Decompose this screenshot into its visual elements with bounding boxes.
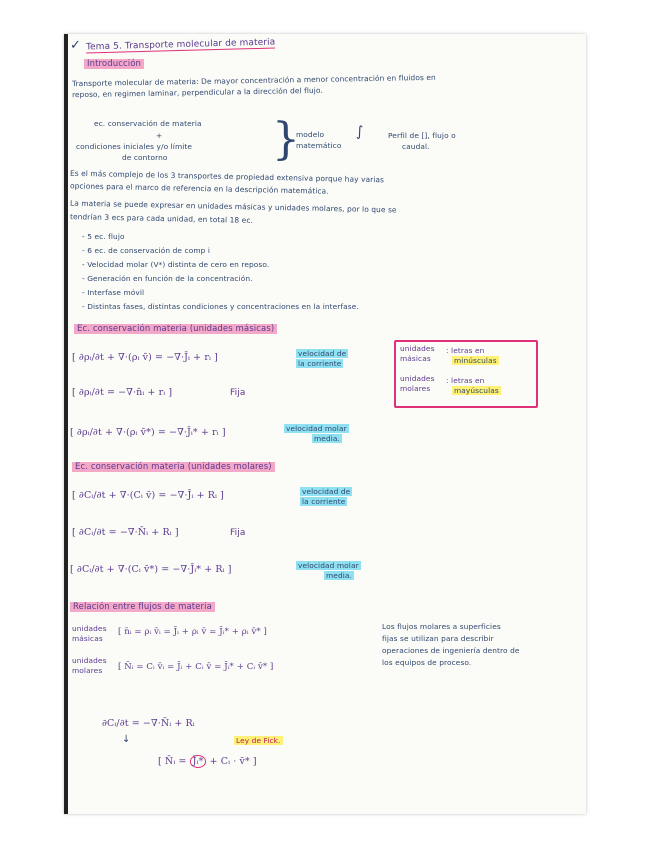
mass-eq-1-note-1: velocidad de [298, 349, 347, 358]
flux-mass-label-2: másicas [72, 634, 103, 643]
mass-heading: Ec. conservación materia (unidades másicas) [74, 324, 277, 334]
units-mass-desc-1: : letras en [446, 346, 485, 355]
intro-line-2: reposo, en regimen laminar, perpendicular a la dirección del flujo. [71, 85, 323, 100]
bullet-2: - 6 ec. de conservación de comp i [82, 246, 211, 255]
flux-note-3: operaciones de ingeniería dentro de [382, 646, 520, 655]
final-eq: ∂Cᵢ/∂t = −∇·N̄ᵢ + Rᵢ [102, 718, 195, 729]
flux-note-4: los equipos de proceso. [382, 658, 472, 667]
bullet-3: - Velocidad molar (V*) distinta de cero en reposo. [82, 260, 270, 269]
brace-icon: } [272, 114, 300, 165]
units-mass-label-2: másicas [400, 354, 431, 363]
fick-flux-term: J̄ᵢ* [190, 755, 207, 768]
flux-molar-label-2: molares [72, 666, 103, 675]
integral-arrow-icon: ∫ [356, 124, 364, 140]
bullet-5: - Interfase móvil [82, 288, 145, 297]
check-mark-icon: ✓ [70, 38, 81, 53]
flux-mass-label-1: unidades [72, 624, 107, 633]
units-mass-label-1: unidades [400, 344, 435, 353]
units-molar-desc-2: mayúsculas [454, 386, 499, 395]
molar-eq-2-note: Fija [230, 528, 246, 538]
model-profile: Perfil de [], flujo o [388, 131, 456, 140]
molar-eq-1: [ ∂Cᵢ/∂t + ∇·(Cᵢ v̄) = −∇·J̄ᵢ + Rᵢ ] [72, 490, 224, 501]
molar-eq-2: [ ∂Cᵢ/∂t = −∇·N̄ᵢ + Rᵢ ] [72, 527, 179, 538]
para-line-3: La materia se puede expresar en unidades másicas y unidades molares, por lo que se [69, 198, 397, 215]
flux-note-1: Los flujos molares a superficies [382, 622, 501, 631]
final-sub-left: [ N̄ᵢ = [158, 756, 190, 767]
model-label-1: modelo [296, 130, 325, 139]
fick-law-label: Ley de Fick. [236, 736, 281, 745]
molar-eq-3: [ ∂Cᵢ/∂t + ∇·(Cᵢ v̄*) = −∇·J̄ᵢ* + Rᵢ ] [70, 564, 232, 575]
units-molar-desc-1: : letras en [446, 376, 485, 385]
flux-note-2: fijas se utilizan para describir [382, 634, 494, 643]
bullet-1: - 5 ec. flujo [82, 232, 125, 241]
units-molar-label-2: molares [400, 384, 431, 393]
intro-heading: Introducción [84, 59, 144, 69]
molar-eq-3-note-1: velocidad molar [298, 561, 359, 570]
units-molar-label-1: unidades [400, 374, 435, 383]
model-conservation: ec. conservación de materia [94, 119, 202, 128]
model-plus: + [156, 131, 163, 140]
model-label-2: matemático [296, 141, 342, 150]
para-line-1: Es el más complejo de los 3 transportes de propiedad extensiva porque hay varias [69, 168, 385, 185]
model-contour: de contorno [122, 153, 168, 162]
molar-eq-3-note-2: media. [326, 571, 352, 580]
molar-eq-1-note-2: la corriente [302, 497, 346, 506]
para-line-2: opciones para el marco de referencia en la descripción matemática. [69, 181, 329, 196]
intro-line-1: Transporte molecular de materia: De mayor concentración a menor concentración en fluidos en [71, 72, 436, 89]
down-arrow-icon: ↓ [122, 734, 131, 745]
notebook-page [64, 34, 586, 814]
flux-heading: Relación entre flujos de materia [70, 602, 215, 612]
mass-eq-2-note: Fija [230, 388, 246, 398]
mass-eq-3-note-2: media. [314, 434, 340, 443]
flux-mass-eq: [ n̄ᵢ = ρᵢ v̄ᵢ = J̄ᵢ + ρᵢ v̄ = J̄ᵢ* + ρᵢ v̄* ] [118, 627, 267, 637]
mass-eq-1: [ ∂ρᵢ/∂t + ∇·(ρᵢ v̄) = −∇·J̄ᵢ + rᵢ ] [72, 352, 218, 363]
bullet-4: - Generación en función de la concentración. [82, 274, 253, 283]
mass-eq-1-note-2: la corriente [298, 359, 342, 368]
para-line-4: tendrían 3 ecs para cada unidad, en total 18 ec. [69, 212, 254, 225]
flux-molar-eq: [ N̄ᵢ = Cᵢ v̄ᵢ = J̄ᵢ + Cᵢ v̄ = J̄ᵢ* + Cᵢ v̄* ] [118, 662, 274, 672]
molar-heading: Ec. conservación materia (unidades molares) [72, 462, 275, 472]
units-mass-desc-2: minúsculas [454, 356, 497, 365]
page-title: Tema 5. Transporte molecular de materia [85, 37, 276, 53]
model-caudal: caudal. [402, 142, 430, 151]
flux-molar-label-1: unidades [72, 656, 107, 665]
bullet-6: - Distintas fases, distintas condiciones y concentraciones en la interfase. [82, 302, 359, 311]
molar-eq-1-note-1: velocidad de [302, 487, 351, 496]
mass-eq-2: [ ∂ρᵢ/∂t = −∇·n̄ᵢ + rᵢ ] [72, 387, 173, 398]
model-conditions: condiciones iniciales y/o límite [76, 142, 193, 151]
mass-eq-3: [ ∂ρᵢ/∂t + ∇·(ρᵢ v̄*) = −∇·J̄ᵢ* + rᵢ ] [70, 427, 226, 438]
mass-eq-3-note-1: velocidad molar [286, 424, 347, 433]
final-substitution [158, 756, 257, 767]
final-sub-right: + Cᵢ · v̄* ] [206, 756, 257, 767]
